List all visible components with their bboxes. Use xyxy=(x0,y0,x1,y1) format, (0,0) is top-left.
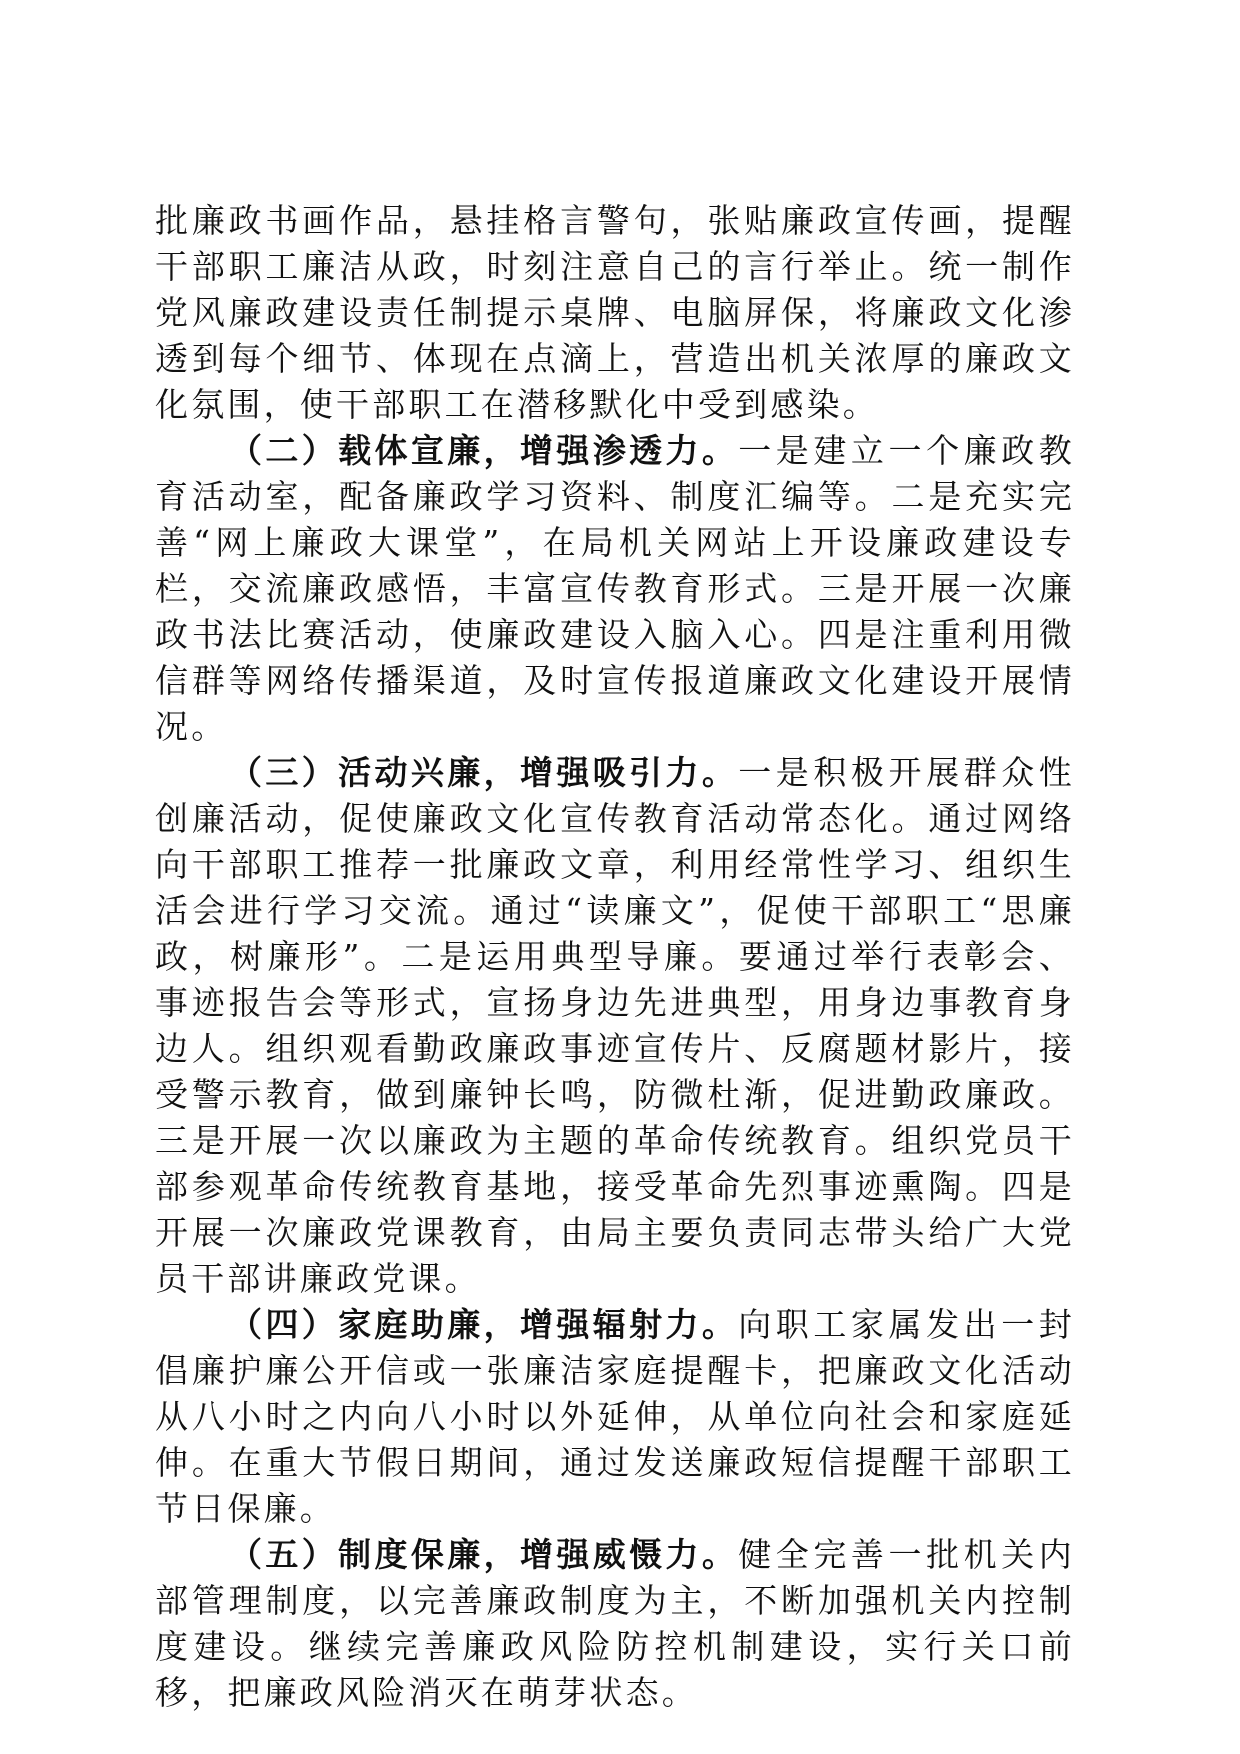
paragraph-body: 一是建立一个廉政教育活动室，配备廉政学习资料、制度汇编等。二是充实完善“网上廉政大课堂”，在局机关网站上开设廉政建设专栏，交流廉政感悟，丰富宣传教育形式。三是开展一次廉政书法比赛活动，使廉政建设入脑入心。四是注重利用微信群等网络传播渠道，及时宣传报道廉政文化建设开展情况。 xyxy=(155,431,1075,746)
document-body xyxy=(155,198,1075,1716)
section-heading: （三）活动兴廉，增强吸引力。 xyxy=(229,753,739,792)
paragraph-section-5 xyxy=(155,1532,1075,1716)
paragraph-body: 一是积极开展群众性创廉活动，促使廉政文化宣传教育活动常态化。通过网络向干部职工推荐一批廉政文章，利用经常性学习、组织生活会进行学习交流。通过“读廉文”，促使干部职工“思廉政，树廉形”。二是运用典型导廉。要通过举行表彰会、事迹报告会等形式，宣扬身边先进典型，用身边事教育身边人。组织观看勤政廉政事迹宣传片、反腐题材影片，接受警示教育，做到廉钟长鸣，防微杜渐，促进勤政廉政。三是开展一次以廉政为主题的革命传统教育。组织党员干部参观革命传统教育基地，接受革命先烈事迹熏陶。四是开展一次廉政党课教育，由局主要负责同志带头给广大党员干部讲廉政党课。 xyxy=(155,753,1075,1298)
paragraph-body: 批廉政书画作品，悬挂格言警句，张贴廉政宣传画，提醒干部职工廉洁从政，时刻注意自己的言行举止。统一制作党风廉政建设责任制提示桌牌、电脑屏保，将廉政文化渗透到每个细节、体现在点滴上，营造出机关浓厚的廉政文化氛围，使干部职工在潜移默化中受到感染。 xyxy=(155,201,1075,424)
section-heading: （四）家庭助廉，增强辐射力。 xyxy=(229,1305,739,1344)
paragraph-section-4 xyxy=(155,1302,1075,1532)
paragraph-body: 健全完善一批机关内部管理制度，以完善廉政制度为主，不断加强机关内控制度建设。继续完善廉政风险防控机制建设，实行关口前移，把廉政风险消灭在萌芽状态。 xyxy=(155,1535,1075,1712)
paragraph-section-2 xyxy=(155,428,1075,750)
paragraph-section-3 xyxy=(155,750,1075,1302)
paragraph-body: 向职工家属发出一封倡廉护廉公开信或一张廉洁家庭提醒卡，把廉政文化活动从八小时之内向八小时以外延伸，从单位向社会和家庭延伸。在重大节假日期间，通过发送廉政短信提醒干部职工节日保廉。 xyxy=(155,1305,1075,1528)
section-heading: （二）载体宣廉，增强渗透力。 xyxy=(229,431,739,470)
paragraph-continued xyxy=(155,198,1075,428)
section-heading: （五）制度保廉，增强威慑力。 xyxy=(229,1535,739,1574)
